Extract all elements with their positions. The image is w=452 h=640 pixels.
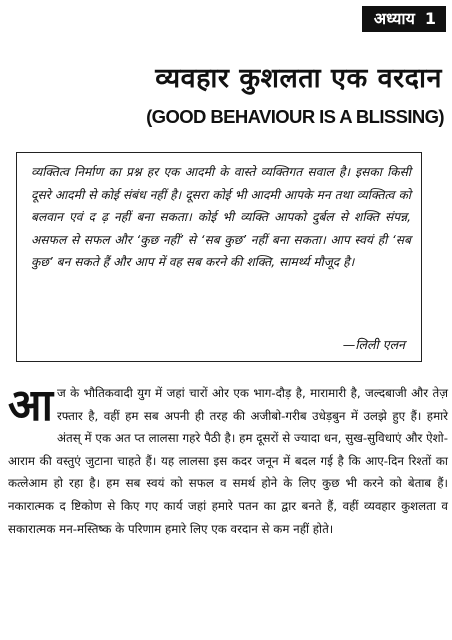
epigraph-author: —लिली एलन bbox=[342, 337, 405, 352]
body-paragraph-text: ज के भौतिकवादी युग में जहां चारों ओर एक भाग-दौड़ है, मारामारी है, जल्दबाजी और तेज़ रफ्तार है, वहीं हम सब अपनी ही तरह की अजीबो-गरीब उधेड़बुन में उलझे हुए हैं। हमारे अंतस् में एक अत प्त लालसा गहरे पैठी है। हम दूसरों से ज्यादा धन, सुख-सुविधाएं और ऐशो-आराम की वस्तुएं जुटाना चाहते हैं। यह लालसा इस कदर जनून में बदल गई है कि आए-दिन रिश्तों का कत्लेआम हो रहा है। हम सब स्वयं को सफल व समर्थ होने के लिए कुछ भी करने को बेताब हैं। नकारात्मक द ष्टिकोण से किए गए कार्य जहां हमारे पतन का द्वार बनते हैं, वहीं व्यवहार कुशलता व सकारात्मक मन-मस्तिष्क के परिणाम हमारे लिए एक वरदान से कम नहीं होते। bbox=[8, 386, 448, 536]
body-paragraph bbox=[8, 382, 448, 540]
drop-cap: आ bbox=[8, 380, 53, 431]
chapter-title-english: (GOOD BEHAVIOUR IS A BLISSING) bbox=[146, 106, 444, 127]
epigraph-box bbox=[16, 152, 422, 362]
epigraph-text: व्यक्तित्व निर्माण का प्रश्न हर एक आदमी के वास्ते व्यक्तिगत सवाल है। इसका किसी दूसरे आदमी से कोई संबंध नहीं है। दूसरा कोई भी आदमी आपके मन तथा व्यक्तित्व को बलवान एवं द ढ़ नहीं बना सकता। कोई भी व्यक्ति आपको दुर्बल से शक्ति संपन्न, असफल से सफल और ‘कुछ नहीं’ से ‘सब कुछ’ नहीं बना सकता। आप स्वयं ही ‘सब कुछ’ बन सकते हैं और आप में वह सब करने की शक्ति, सामर्थ्य मौजूद है। bbox=[31, 165, 411, 269]
chapter-number: 1 bbox=[424, 9, 436, 28]
chapter-label bbox=[362, 6, 446, 32]
chapter-word: अध्याय bbox=[373, 9, 415, 28]
chapter-title-hindi: व्यवहार कुशलता एक वरदान bbox=[155, 63, 442, 94]
